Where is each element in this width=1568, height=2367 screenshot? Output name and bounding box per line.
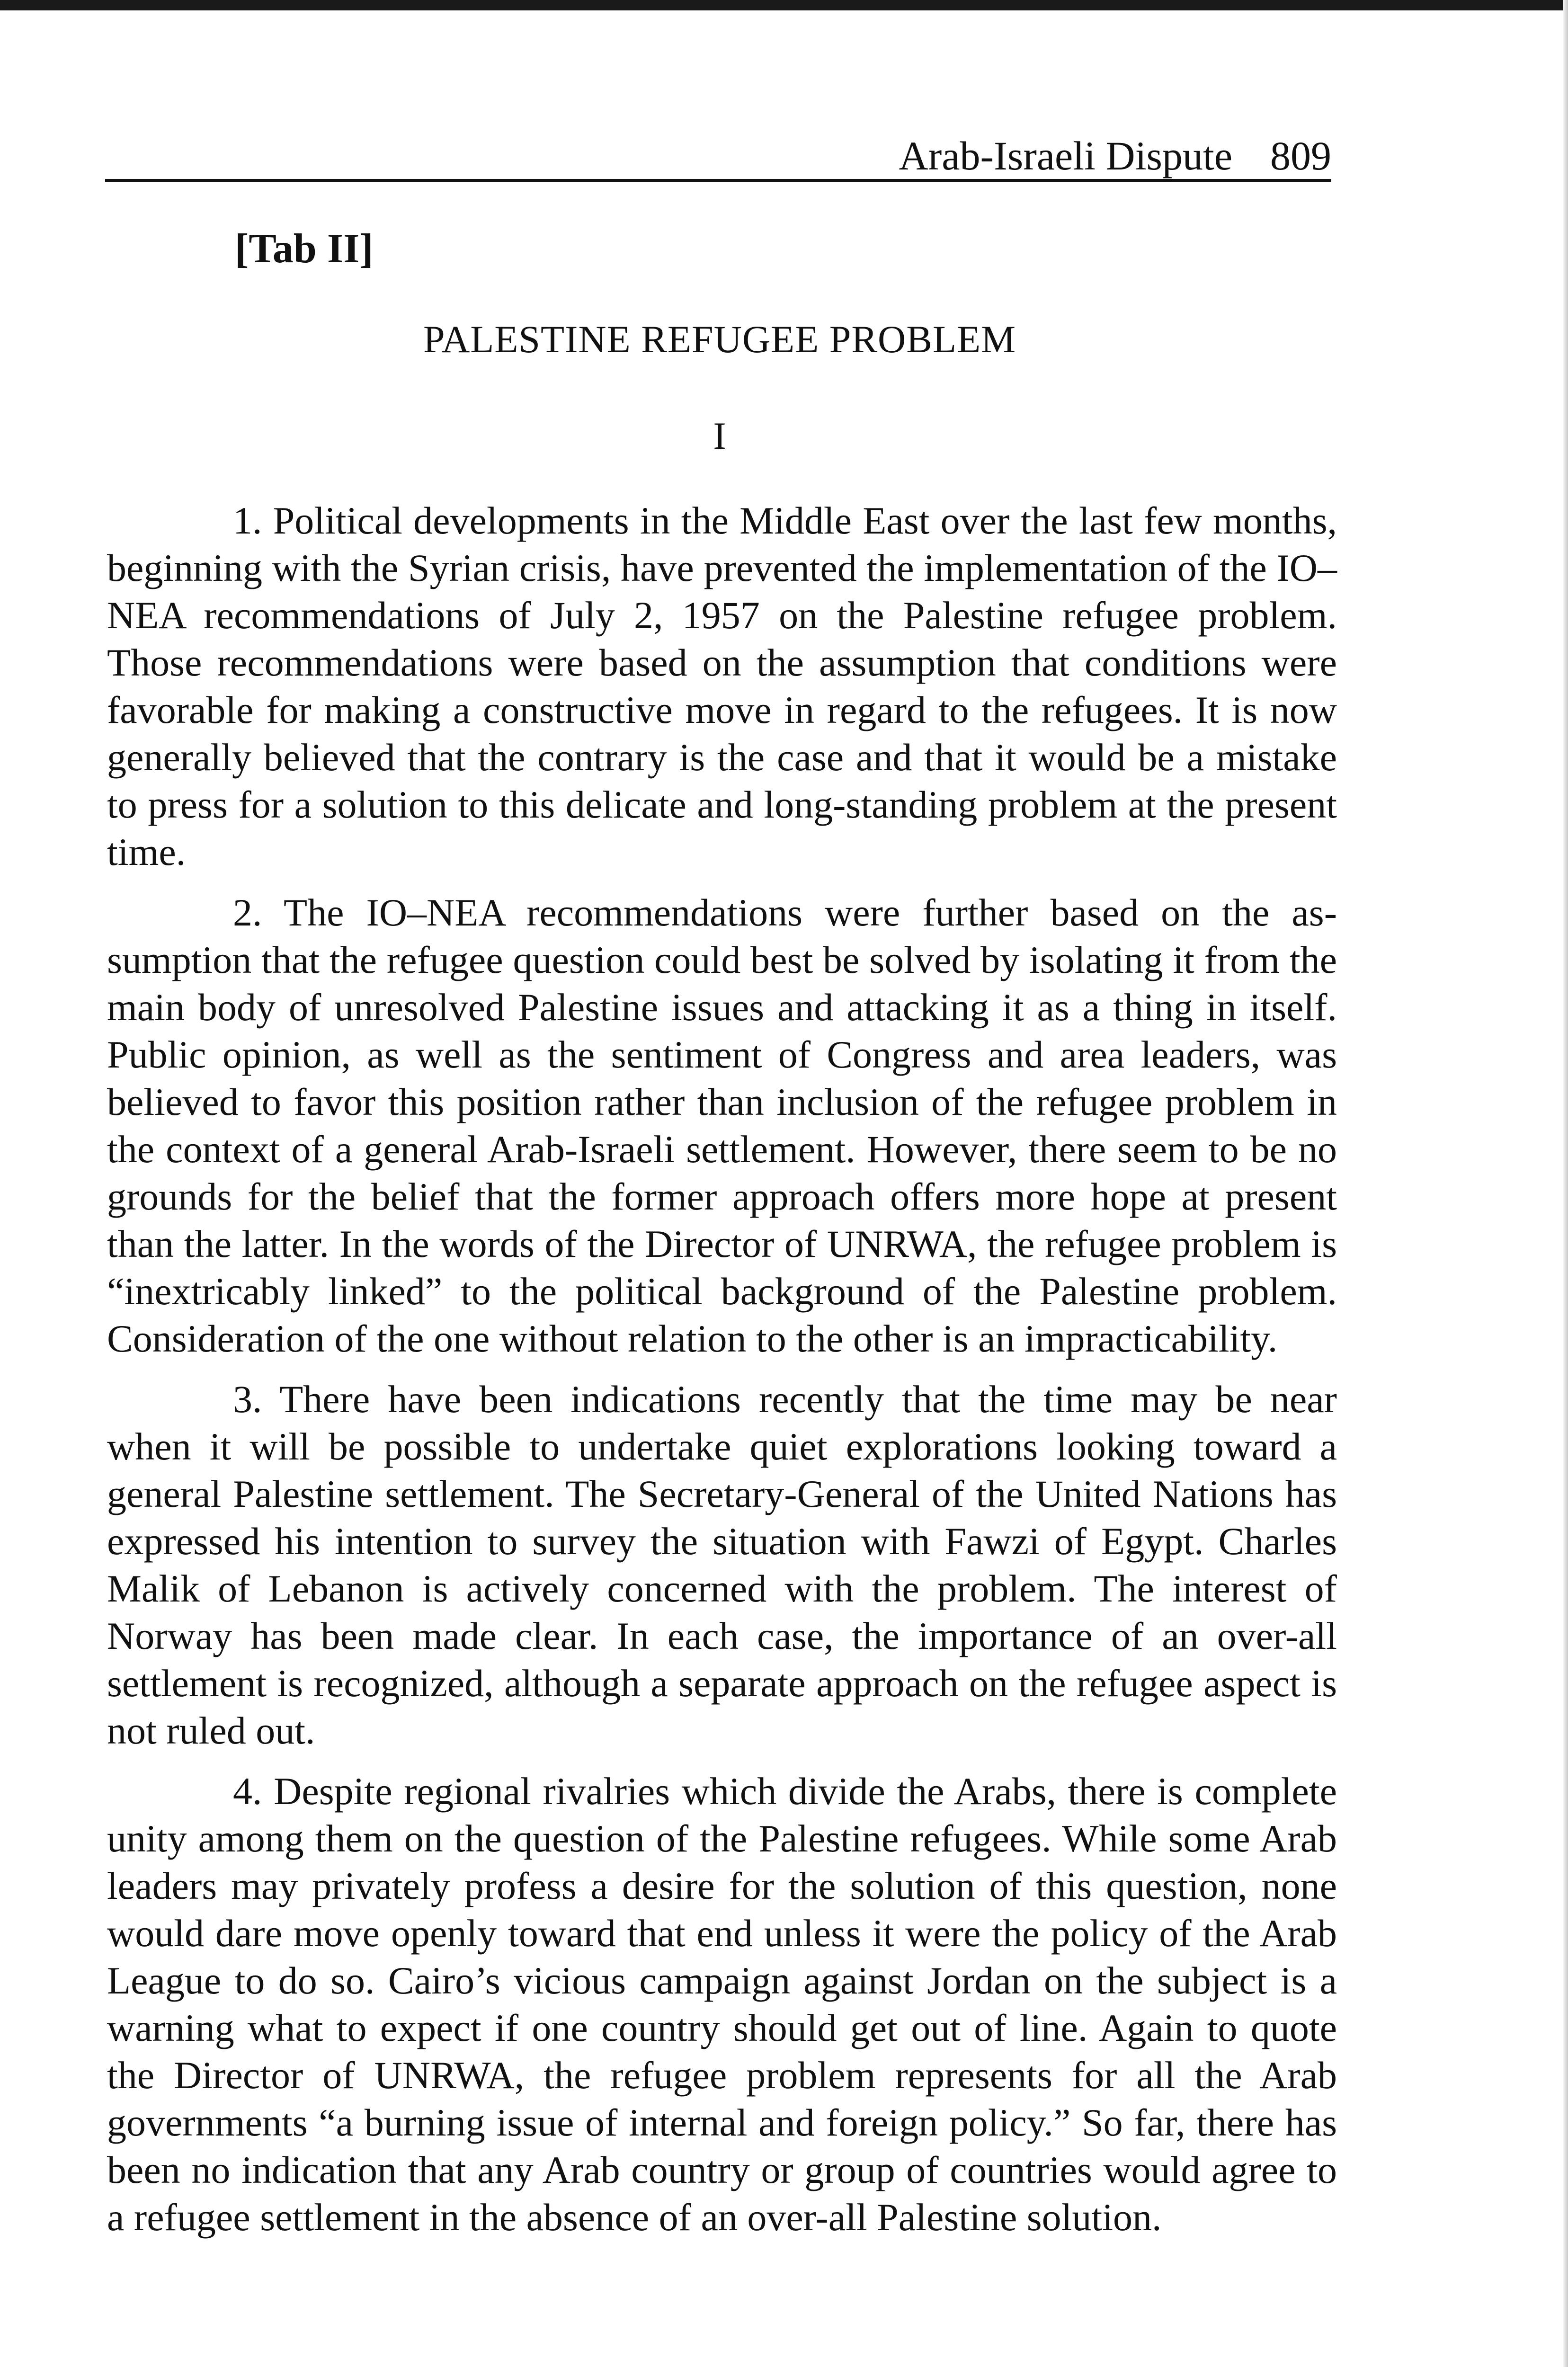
- paragraph-2: 2. The IO–NEA recommendations were further based on the assumption that the refugee question could best be solved by isolating it from the main body of unresolved Palestine issues and attacking it as a thing in itself. Public opinion, as well as the sentiment of Congress and area leaders, was believed to favor this position rather than inclusion of the refugee problem in the context of a general Arab-Israeli settlement. However, there seem to be no grounds for the belief that the former approach offers more hope at present than the latter. In the words of the Director of UNRWA, the refugee problem is “inextricably linked” to the political background of the Palestine problem. Consideration of the one without relation to the other is an impracticability.: [107, 891, 1337, 1360]
- section-numeral: I: [713, 414, 726, 457]
- paragraph-1: 1. Political developments in the Middle East over the last few months, beginning with the Syrian crisis, have prevented the implementation of the IO–NEA recommendations of July 2, 1957 on the Palestine refugee problem. Those recommendations were based on the assumption that conditions were favorable for making a constructive move in regard to the refugees. It is now generally believed that the contrary is the case and that it would be a mistake to press for a solution to this delicate and long-standing problem at the present time.: [107, 499, 1337, 873]
- running-header: [105, 124, 1331, 182]
- page-number: 809: [1270, 133, 1331, 178]
- body-text: [107, 497, 1337, 2254]
- paragraph-4: 4. Despite regional rivalries which divide the Arabs, there is complete unity among them on the question of the Palestine refugees. While some Arab leaders may privately profess a desire for the solution of this question, none would dare move openly toward that end unless it were the policy of the Arab League to do so. Cairo’s vicious campaign against Jordan on the subject is a warning what to expect if one country should get out of line. Again to quote the Director of UNRWA, the refugee problem represents for all the Arab governments “a burning issue of internal and foreign policy.” So far, there has been no indication that any Arab country or group of countries would agree to a refugee settlement in the absence of an over-all Palestine solution.: [107, 1770, 1337, 2239]
- paragraph-3: 3. There have been indications recently that the time may be near when it will be possible to undertake quiet explorations looking toward a general Palestine settlement. The Secretary-General of the United Nations has expressed his intention to survey the situation with Fawzi of Egypt. Charles Malik of Lebanon is actively concerned with the problem. The interest of Norway has been made clear. In each case, the importance of an over-all settlement is recognized, although a separate approach on the refugee aspect is not ruled out.: [107, 1378, 1337, 1752]
- running-header-title: Arab-Israeli Dispute: [899, 133, 1232, 178]
- document-title: PALESTINE REFUGEE PROBLEM: [423, 318, 1016, 361]
- tab-label: [Tab II]: [235, 226, 374, 272]
